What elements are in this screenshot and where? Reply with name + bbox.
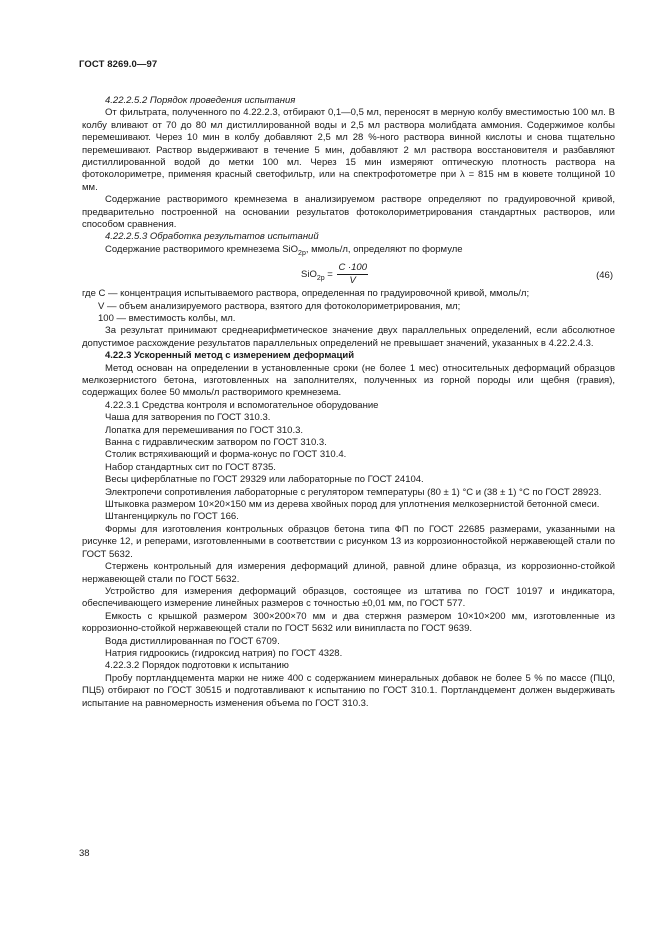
formula-fraction (337, 263, 368, 286)
paragraph-formula-intro (82, 244, 615, 260)
equipment-item: Ванна с гидравлическим затвором по ГОСТ 310.3. (105, 437, 327, 449)
equipment-item: Устройство для измерения деформаций образцов, состоящее из штатива по ГОСТ 10197 и индикатора, обеспечивающего измерение линейных размеров с точностью ±0,01 мм, по ГОСТ 577. (82, 585, 615, 610)
legend-c: где C — концентрация испытываемого раствора, определенная по градуировочной кривой, ммоль/л; (82, 288, 530, 300)
equipment-item: Весы циферблатные по ГОСТ 29329 или лабораторные по ГОСТ 24104. (105, 474, 424, 486)
equipment-item: Столик встряхивающий и форма-конус по ГОСТ 310.4. (105, 449, 347, 461)
equipment-item: Электропечи сопротивления лабораторные с регулятором температуры (80 ± 1) °С и (38 ± 1) °С по ГОСТ 28923. (105, 486, 602, 498)
legend-v: V — объем анализируемого раствора, взятого для фотоколориметрирования, мл; (98, 300, 461, 312)
formula-number: (46) (596, 270, 613, 282)
page-number: 38 (79, 848, 90, 859)
equipment-item: Чаша для затворения по ГОСТ 310.3. (105, 412, 271, 424)
equipment-item: Натрия гидроокись (гидроксид натрия) по ГОСТ 4328. (105, 647, 343, 659)
text: Содержание растворимого кремнезема SiO (105, 243, 299, 255)
equipment-item: Емкость с крышкой размером 300×200×70 мм и два стержня размером 10×10×200 мм, изготовленные из коррозионно-стойкой нержавеющей стали по ГОСТ 5632 или винипласта по ГОСТ 9639. (82, 610, 615, 635)
formula-denominator: V (349, 275, 356, 287)
section-heading-4-22-2-5-3: 4.22.2.5.3 Обработка результатов испытаний (105, 231, 319, 243)
equipment-item: Набор стандартных сит по ГОСТ 8735. (105, 461, 276, 473)
paragraph-procedure: От фильтрата, полученного по 4.22.2.3, отбирают 0,1—0,5 мл, переносят в мерную колбу вместимостью 100 мл. В колбу вливают от 70 до 80 мл дистиллированной воды и 2,5 мл раствора молибдата аммония. Содержимое колбы перемешивают. Через 10 мин в колбу добавляют 2,5 мл 28 %-ного раствора винной кислоты и снова тщательно перемешивают. Раствор выдерживают в течение 5 мин, добавляют 2 мл раствора восстановителя и разбавляют дистиллированной водой до метки 100 мл. Через 15 мин измеряют оптическую плотность раствора на фотоколориметре, применяя красный светофильтр, или на спектрофотометре при λ = 815 нм в кювете толщиной 10 мм. (82, 107, 615, 193)
formula-lhs: SiO (301, 269, 317, 281)
formula-expression (301, 263, 368, 286)
equipment-item: Формы для изготовления контрольных образцов бетона типа ФП по ГОСТ 22685 размерами, указанными на рисунке 12, и реперами, изготовленными в соответствии с рисунком 13 из коррозионностойкой нержавеющей стали по ГОСТ 5632. (82, 523, 615, 560)
section-heading-4-22-2-5-2: 4.22.2.5.2 Порядок проведения испытания (105, 95, 296, 106)
equipment-item: Лопатка для перемешивания по ГОСТ 310.3. (105, 424, 304, 436)
formula-lhs-sub: 2р (316, 275, 325, 283)
section-heading-4-22-3: 4.22.3 Ускоренный метод с измерением деформаций (105, 350, 355, 362)
section-heading-4-22-3-1: 4.22.3.1 Средства контроля и вспомогательное оборудование (105, 399, 379, 411)
paragraph-result: За результат принимают среднеарифметическое значение двух параллельных определений, если абсолютное допустимое расхождение результатов параллельных определений не превышает значений, указанных в 4.22.2.4.3. (82, 325, 615, 349)
paragraph-preparation: Пробу портландцемента марки не ниже 400 с содержанием минеральных добавок не более 5 % по массе (ПЦ0, ПЦ5) отбирают по ГОСТ 30515 и подготавливают к испытанию по ГОСТ 310.1. Портландцемент должен выдерживать испытание на равномерность изменения объема по ГОСТ 310.3. (82, 672, 615, 709)
equipment-item: Штыковка размером 10×20×150 мм из дерева хвойных пород для уплотнения мелкозернистой бетонной смеси. (105, 499, 600, 511)
paragraph-method: Метод основан на определении в установленные сроки (не более 1 мес) относительных деформаций образцов мелкозернистого бетона, изготовленных на заполнителях, полученных из горной породы или щебня (гравия), содержащих более 50 ммоль/л растворимого кремнезема. (82, 362, 615, 399)
document-code: ГОСТ 8269.0—97 (79, 59, 158, 70)
text: , ммоль/л, определяют по формуле (305, 243, 463, 255)
legend-100: 100 — вместимость колбы, мл. (98, 312, 236, 324)
equipment-item: Вода дистиллированная по ГОСТ 6709. (105, 635, 280, 647)
formula-legend (82, 288, 615, 325)
page-body (82, 95, 615, 710)
section-heading-4-22-3-2: 4.22.3.2 Порядок подготовки к испытанию (105, 660, 289, 672)
formula-equals: = (324, 269, 336, 281)
equipment-item: Стержень контрольный для измерения деформаций длиной, равной длине образца, из коррозионно-стойкой нержавеющей стали по ГОСТ 5632. (82, 561, 615, 585)
formula-46 (82, 261, 615, 286)
paragraph-calibration: Содержание растворимого кремнезема в анализируемом растворе определяют по градуировочной кривой, предварительно построенной на основании результатов фотоколориметрирования стандартных растворов, или способом сравнения. (82, 194, 615, 231)
formula-numerator: C ·100 (338, 262, 367, 274)
equipment-item: Штангенциркуль по ГОСТ 166. (105, 511, 239, 523)
subscript: 2р (298, 249, 306, 257)
